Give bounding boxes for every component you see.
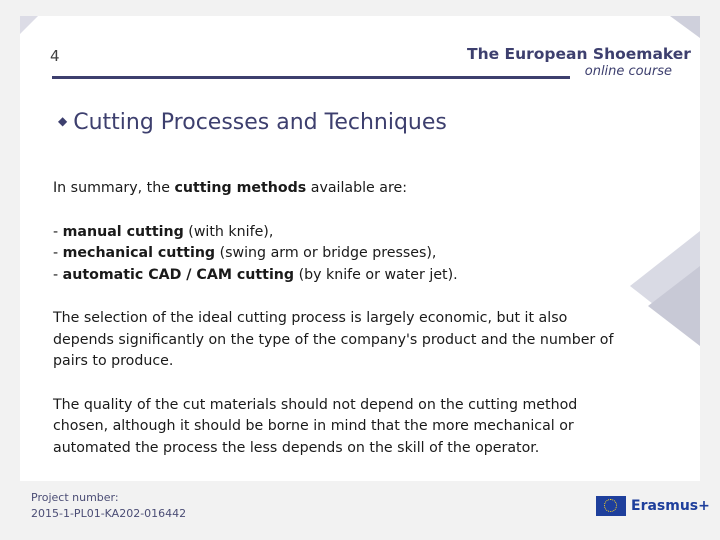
intro-paragraph [53, 178, 628, 200]
erasmus-logo [596, 495, 710, 517]
method-detail: (with knife), [183, 223, 274, 240]
brand-logo [467, 45, 691, 79]
diamond-bullet-icon: ◆ [58, 114, 68, 128]
project-number: 2015-1-PL01-KA202-016442 [31, 507, 187, 520]
list-item [53, 222, 628, 244]
list-dash: - [53, 245, 63, 261]
section-title-text: Cutting Processes and Techniques [73, 110, 447, 135]
intro-bold: cutting methods [174, 180, 307, 196]
brand-title: The European Shoemaker [467, 45, 691, 63]
list-item [53, 265, 628, 287]
list-dash: - [53, 223, 63, 240]
project-info [31, 490, 186, 522]
method-name: mechanical cutting [62, 245, 216, 261]
selection-paragraph: The selection of the ideal cutting process is largely economic, but it also depends significantly on the type of the company's product and the number of pairs to produce. [53, 310, 614, 369]
list-item [53, 243, 628, 265]
quality-paragraph: The quality of the cut materials should not depend on the cutting method chosen, although it should be borne in mind that the more mechanical or automated the process the less depends on the skill of the operator. [53, 396, 578, 456]
project-label: Project number: [31, 491, 119, 504]
intro-suffix: available are: [306, 180, 408, 196]
side-decoration [648, 266, 700, 346]
section-title [58, 110, 447, 135]
erasmus-label: Erasmus+ [631, 498, 710, 514]
corner-decoration [20, 16, 38, 34]
slide-content [53, 178, 628, 481]
header-divider [52, 76, 570, 79]
brand-subtitle: online course [584, 64, 672, 79]
eu-flag-icon [596, 496, 626, 516]
intro-prefix: In summary, the [53, 180, 175, 196]
method-name: manual cutting [62, 223, 184, 240]
list-dash: - [53, 266, 63, 283]
cutting-methods-list [53, 222, 628, 287]
page-number: 4 [50, 47, 60, 65]
method-detail: (swing arm or bridge presses), [215, 245, 437, 261]
corner-decoration [670, 16, 700, 38]
method-name: automatic CAD / CAM cutting [62, 266, 295, 283]
method-detail: (by knife or water jet). [294, 266, 458, 283]
